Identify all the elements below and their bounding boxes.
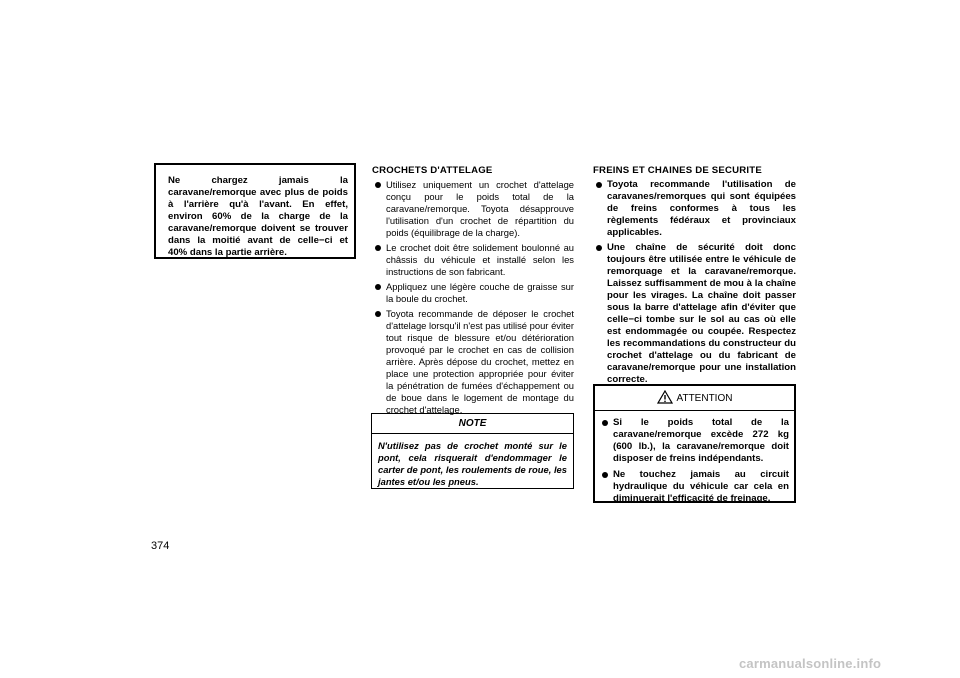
list-item [371, 308, 574, 416]
warning-box [154, 163, 356, 259]
warning-line: environ 60% de la charge de la [168, 211, 348, 222]
list-item-text: Appliquez une légère couche de graisse sur la boule du crochet. [386, 281, 574, 304]
warning-line: caravane/remorque doivent se trouver [168, 223, 348, 234]
section-heading: CROCHETS D'ATTELAGE [372, 165, 493, 176]
attention-header [595, 386, 794, 411]
warning-triangle-icon [657, 390, 673, 404]
warning-line: Ne chargez jamais la [168, 175, 348, 186]
note-box [371, 413, 574, 489]
list-item-text: Une chaîne de sécurité doit donc toujours être utilisée entre le véhicule de remorquage et la caravane/remorque. Laissez suffisamment de mou à la chaîne pour les virages. La chaîne doit passer sous la barre d'attelage afin d'éviter que celle−ci tombe sur le sol au cas où elle est endommagée ou coupée. Respectez les recommandations du constructeur du crochet d'attelage ou du fabricant de caravane/remorque pour une installation correcte. [607, 242, 796, 385]
list-item-text: Utilisez uniquement un crochet d'attelage conçu pour le poids total de la caravane/remorque. Toyota désapprouve l'utilisation d'un crochet de répartition du poids (équilibrage de la charge). [386, 179, 574, 238]
safety-section [592, 165, 796, 389]
section-heading: FREINS ET CHAINES DE SECURITE [593, 165, 762, 176]
warning-line: caravane/remorque avec plus de poids [168, 187, 348, 198]
bullet-icon [596, 182, 602, 188]
list-item [371, 242, 574, 278]
list-item-text: Toyota recommande de déposer le crochet d'attelage lorsqu'il n'est pas utilisé pour éviter tout risque de blessure et/ou détérioration provoqué par le crochet en cas de collision arrière. Après dépose du crochet, mettez en place une protection appropriée pour éviter la pénétration de fumées d'échappement ou de boue dans le logement de montage du crochet d'attelage. [386, 308, 574, 415]
note-text: N'utilisez pas de crochet monté sur le pont, cela risquerait d'endommager le carter de pont, les roulements de roue, les jantes et/ou les pneus. [378, 440, 567, 487]
bullet-icon [375, 284, 381, 290]
attention-box [593, 384, 796, 503]
bullet-icon [596, 245, 602, 251]
list-item [592, 242, 796, 386]
list-item [592, 179, 796, 239]
page-number: 374 [151, 540, 170, 552]
list-item [371, 179, 574, 239]
attention-title: ATTENTION [676, 393, 733, 404]
attention-body [595, 411, 794, 505]
watermark: carmanualsonline.info [739, 656, 882, 671]
hitch-section [371, 165, 574, 419]
safety-bullet-list [592, 179, 796, 386]
bullet-icon [602, 420, 608, 426]
list-item-text: Le crochet doit être solidement boulonné au châssis du véhicule et installé selon les instructions de son fabricant. [386, 242, 574, 277]
list-item-text: Toyota recommande l'utilisation de caravanes/remorques qui sont équipées de freins conformes à tous les règlements fédéraux et provinciaux applicables. [607, 179, 796, 238]
bullet-icon [375, 311, 381, 317]
note-title: NOTE [372, 414, 573, 434]
list-item [600, 469, 789, 505]
warning-line: à l'arrière qu'à l'avant. En effet, [168, 199, 348, 210]
attention-bullet-list [600, 417, 789, 505]
bullet-icon [375, 182, 381, 188]
hitch-bullet-list [371, 179, 574, 416]
list-item [600, 417, 789, 465]
list-item-text: Ne touchez jamais au circuit hydraulique du véhicule car cela en diminuerait l'efficacité de freinage. [613, 469, 789, 504]
warning-line: 40% dans la partie arrière. [168, 247, 287, 258]
list-item-text: Si le poids total de la caravane/remorque excède 272 kg (600 lb.), la caravane/remorque doit disposer de freins indépendants. [613, 417, 789, 464]
warning-line: dans la moitié avant de celle−ci et [168, 235, 348, 246]
list-item [371, 281, 574, 305]
bullet-icon [375, 245, 381, 251]
bullet-icon [602, 472, 608, 478]
